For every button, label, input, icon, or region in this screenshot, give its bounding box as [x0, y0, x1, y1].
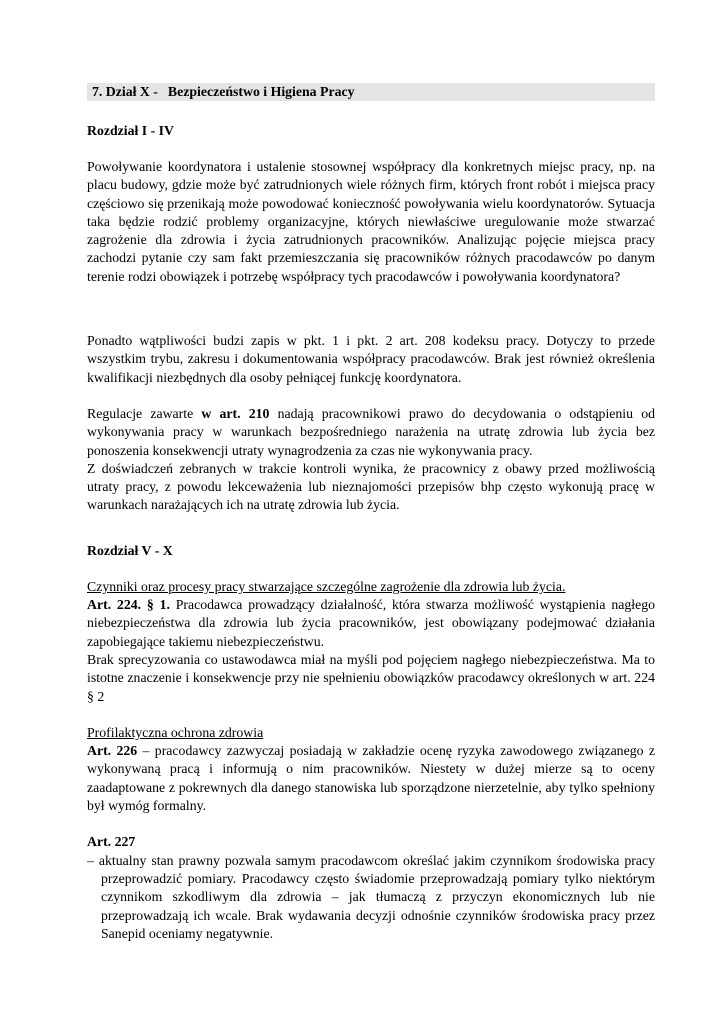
document-page [87, 83, 655, 943]
paragraph-art-224 [87, 596, 655, 651]
section-title: Bezpieczeństwo i Higiena Pracy [167, 84, 355, 99]
art-224-label: Art. 224. § 1. [87, 597, 170, 613]
art-210-post: nadają pracownikowi prawo do decydowania o odstąpieniu od wykonywania pracy w warunkach bezpośredniego narażenia na utratę zdrowia lub życia bez ponoszenia konsekwencji utraty wynagrodzenia za czas nie wykonywania pracy. [87, 405, 655, 458]
chapter-heading-1: Rozdział I - IV [87, 123, 174, 138]
art-227-label: Art. 227 [87, 834, 136, 850]
paragraph-art-208: Ponadto wątpliwości budzi zapis w pkt. 1 i pkt. 2 art. 208 kodeksu pracy. Dotyczy to przede wszystkim trybu, zakresu i dokumentowania współpracy pracodawców. Brak jest również określenia kwalifikacji niezbędnych dla osoby pełniącej funkcję koordynatora. [87, 333, 655, 385]
paragraph-art-226 [87, 742, 655, 815]
subheading-health-prevention: Profilaktyczna ochrona zdrowia [87, 724, 264, 740]
section-number: 7. Dział X - [92, 84, 158, 99]
paragraph-inspection-experience: Z doświadczeń zebranych w trakcie kontroli wynika, że pracownicy z obawy przed możliwością utraty pracy, z powodu lekceważenia lub nieznajomości przepisów bhp często wykonują pracę w warunkach narażających ich na utratę zdrowia lub życia. [87, 460, 655, 513]
art-226-label: Art. 226 [87, 743, 138, 759]
subheading-hazards: Czynniki oraz procesy pracy stwarzające szczególne zagrożenie dla zdrowia lub życia. [87, 578, 566, 594]
art-226-text: – pracodawcy zazwyczaj posiadają w zakładzie ocenę ryzyka zawodowego związanego z wykonywaną pracą i informują o nim pracowników. Niestety w dużej mierze są to oceny zaadaptowane z pokrewnych dla danego stanowiska lub sporządzone nierzetelnie, aby tylko spełniony był wymóg formalny. [87, 743, 655, 814]
art-210-pre: Regulacje zawarte [87, 405, 202, 421]
art-224-text: Pracodawca prowadzący działalność, która stwarza możliwość wystąpienia nagłego niebezpieczeństwa dla zdrowia lub życia pracowników, jest obowiązany podejmować działania zapobiegające takiemu niebezpieczeństwu. [87, 597, 655, 649]
paragraph-art-210 [87, 405, 655, 460]
section-header-bar [87, 83, 655, 101]
chapter-heading-2: Rozdział V - X [87, 542, 173, 558]
paragraph-art-227: – aktualny stan prawny pozwala samym pracodawcom określać jakim czynnikom środowiska pracy przeprowadzić pomiary. Pracodawcy często świadomie przeprowadzają pomiary tylko niektórym czynnikom szkodliwym dla zdrowia – jak tłumaczą z przyczyn ekonomicznych lub nie przeprowadzają ich wcale. Brak wydawania decyzji odnośnie czynników środowiska pracy przez Sanepid oceniamy negatywnie. [87, 852, 655, 941]
paragraph-coordinator: Powoływanie koordynatora i ustalenie stosownej współpracy dla konkretnych miejsc pracy, np. na placu budowy, gdzie może być zatrudnionych wiele różnych firm, których front robót i miejsca pracy częściowo się przenikają może powodować konieczność powoływania wielu koordynatorów. Sytuacja taka będzie rodzić problemy organizacyjne, których niewłaściwe uregulowanie może stwarzać zagrożenie dla zdrowia i życia zatrudnionych pracowników. Analizując pojęcie miejsca pracy zachodzi pytanie czy sam fakt przemieszczania się pracowników różnych pracodawców po danym terenie rodzi obowiązek i potrzebę współpracy tych pracodawców i powoływania koordynatora? [87, 159, 655, 284]
paragraph-art-224-comment: Brak sprecyzowania co ustawodawca miał na myśli pod pojęciem nagłego niebezpieczeństwa. Ma to istotne znaczenie i konsekwencje przy nie spełnieniu obowiązków pracodawcy określonych w art. 224 § 2 [87, 651, 655, 704]
art-210-ref: w art. 210 [201, 405, 270, 421]
